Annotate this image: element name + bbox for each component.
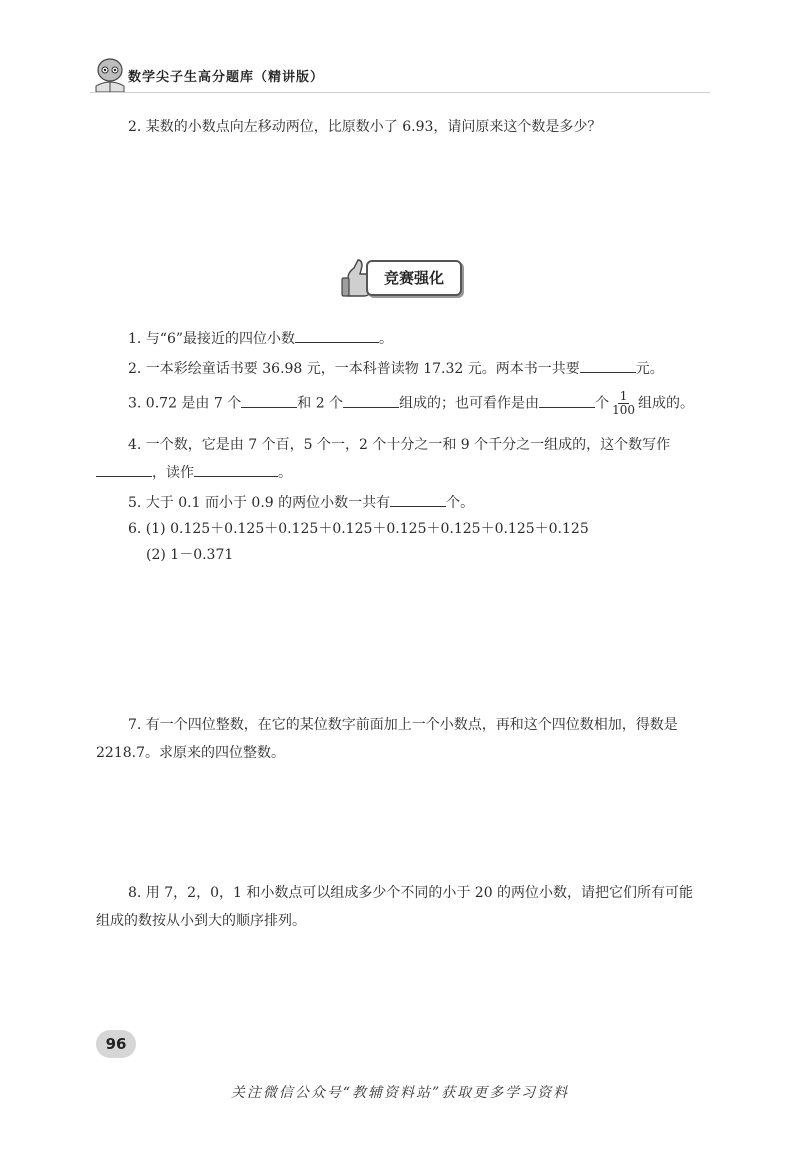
- answer-blank[interactable]: [241, 395, 297, 408]
- question-4-end: 。: [278, 465, 292, 481]
- question-4-read-label: ，读作: [152, 465, 194, 481]
- question-1-text: 1. 与“6”最接近的四位小数: [128, 331, 296, 347]
- question-3-part-5: 组成的。: [637, 395, 694, 412]
- question-5: [128, 492, 474, 512]
- book-series-title: 数学尖子生高分题库（精讲版）: [128, 70, 325, 85]
- question-6-part-1: 6. (1) 0.125＋0.125＋0.125＋0.125＋0.125＋0.125＋0.125＋0.125: [128, 521, 589, 537]
- question-4-line-1: 4. 一个数，它是由 7 个百，5 个一，2 个十分之一和 9 个千分之一组成的，这个数写作: [128, 437, 671, 453]
- question-3-part-4: 个: [595, 395, 610, 412]
- mascot-logo-icon: [92, 56, 128, 94]
- question-8-line-2: 组成的数按从小到大的顺序排列。: [96, 913, 306, 929]
- answer-blank[interactable]: [96, 464, 152, 477]
- answer-blank[interactable]: [343, 395, 399, 408]
- question-1: [128, 328, 393, 348]
- answer-blank[interactable]: [390, 494, 446, 507]
- page-number: 96: [96, 1030, 136, 1058]
- section-title: 竞赛强化: [366, 260, 462, 296]
- header-divider: [90, 92, 710, 93]
- question-7-line-2: 2218.7。求原来的四位整数。: [96, 745, 285, 761]
- fraction-numerator: 1: [619, 389, 628, 403]
- fraction: [610, 390, 637, 417]
- answer-blank[interactable]: [194, 464, 278, 477]
- question-8-line-1: 8. 用 7，2，0，1 和小数点可以组成多少个不同的小于 20 的两位小数，请把它们所有可能: [128, 885, 694, 901]
- footer-note: 关注微信公众号“教辅资料站”获取更多学习资料: [230, 1085, 570, 1101]
- question-7-line-1: 7. 有一个四位整数，在它的某位数字前面加上一个小数点，再和这个四位数相加，得数是: [128, 717, 678, 733]
- question-5-end: 个。: [446, 495, 475, 511]
- question-5-text: 5. 大于 0.1 而小于 0.9 的两位小数一共有: [128, 495, 391, 511]
- question-6-part-2: (2) 1－0.371: [146, 547, 234, 563]
- fraction-denominator: 100: [612, 403, 635, 417]
- answer-blank[interactable]: [295, 330, 379, 343]
- answer-blank[interactable]: [580, 360, 636, 373]
- problem-2-text: 2. 某数的小数点向左移动两位，比原数小了 6.93，请问原来这个数是多少？: [128, 119, 602, 135]
- question-3-part-2: 和 2 个: [297, 395, 344, 412]
- answer-blank[interactable]: [539, 395, 595, 408]
- question-2-text: 2. 一本彩绘童话书要 36.98 元，一本科普读物 17.32 元。两本书一共要: [128, 361, 580, 377]
- section-badge: [340, 254, 462, 300]
- question-4-line-2: [96, 462, 292, 482]
- question-3: [128, 390, 694, 417]
- question-3-part-3: 组成的；也可看作是由: [399, 395, 540, 412]
- question-2-end: 元。: [635, 361, 664, 377]
- question-1-end: 。: [379, 331, 394, 347]
- question-3-part-1: 3. 0.72 是由 7 个: [128, 395, 242, 412]
- question-2: [128, 358, 664, 378]
